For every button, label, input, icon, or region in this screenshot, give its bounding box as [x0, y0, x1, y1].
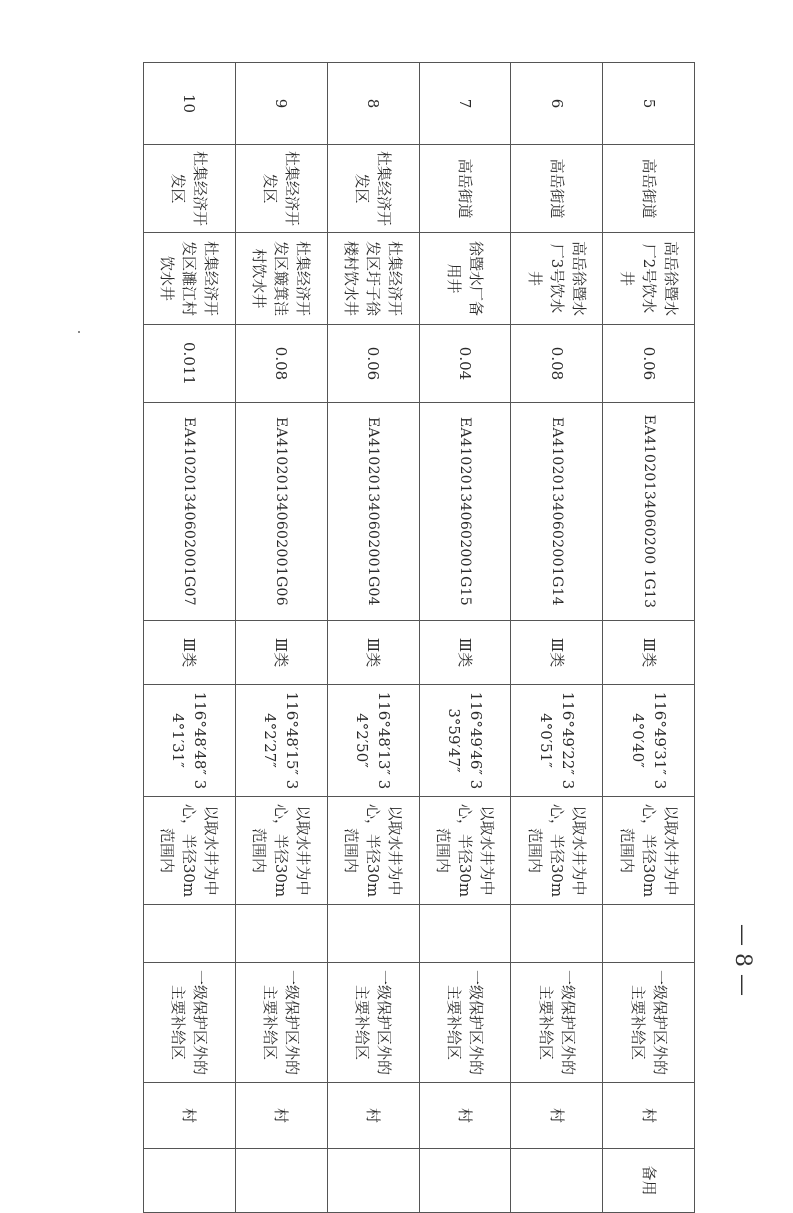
- coordinates-cell: 116°49′46″ 33°59′47″: [419, 685, 511, 797]
- table-row: [327, 63, 419, 1213]
- note-cell: [144, 1149, 236, 1213]
- level1-protection-cell: 以取水井为中心，半径30m范围内: [144, 797, 236, 905]
- table-row: [603, 63, 695, 1213]
- well-name-cell: 杜集经济开发区濉江村饮水井: [144, 233, 236, 325]
- level2-protection-cell: [144, 905, 236, 963]
- level2-protection-cell: [603, 905, 695, 963]
- area-cell: 高岳街道: [511, 145, 603, 233]
- supplement-zone-cell: 一级保护区外的主要补给区: [144, 963, 236, 1083]
- level2-protection-cell: [327, 905, 419, 963]
- well-code-cell: EA410201340602001G15: [419, 403, 511, 621]
- coordinates-cell: 116°49′22″ 34°0′51″: [511, 685, 603, 797]
- scan-speck: [78, 331, 80, 333]
- well-name-cell: 杜集经济开发区簸箕洼村饮水井: [235, 233, 327, 325]
- area-cell: 高岳街道: [419, 145, 511, 233]
- level1-protection-cell: 以取水井为中心，半径30m范围内: [419, 797, 511, 905]
- village-type-cell: 村: [144, 1083, 236, 1149]
- supplement-zone-cell: 一级保护区外的主要补给区: [603, 963, 695, 1083]
- note-cell: 备用: [603, 1149, 695, 1213]
- well-name-cell: 杜集经济开发区圩子徐楼村饮水井: [327, 233, 419, 325]
- area-cell: 高岳街道: [603, 145, 695, 233]
- row-number-cell: 8: [327, 63, 419, 145]
- level1-protection-cell: 以取水井为中心，半径30m范围内: [603, 797, 695, 905]
- level2-protection-cell: [511, 905, 603, 963]
- village-type-cell: 村: [511, 1083, 603, 1149]
- row-number-cell: 9: [235, 63, 327, 145]
- row-number-cell: 6: [511, 63, 603, 145]
- table-row: [235, 63, 327, 1213]
- area-cell: 杜集经济开发区: [327, 145, 419, 233]
- well-code-cell: EA410201340602001G07: [144, 403, 236, 621]
- note-cell: [235, 1149, 327, 1213]
- area-size-cell: 0.08: [511, 325, 603, 403]
- area-cell: 杜集经济开发区: [144, 145, 236, 233]
- area-size-cell: 0.06: [327, 325, 419, 403]
- note-cell: [511, 1149, 603, 1213]
- level1-protection-cell: 以取水井为中心，半径30m范围内: [511, 797, 603, 905]
- water-source-table: [143, 62, 695, 1213]
- supplement-zone-cell: 一级保护区外的主要补给区: [511, 963, 603, 1083]
- level1-protection-cell: 以取水井为中心，半径30m范围内: [235, 797, 327, 905]
- coordinates-cell: 116°48′48″ 34°1′31″: [144, 685, 236, 797]
- row-number-cell: 5: [603, 63, 695, 145]
- table-row: [511, 63, 603, 1213]
- table-body: [144, 63, 695, 1213]
- village-type-cell: 村: [603, 1083, 695, 1149]
- table-row: [419, 63, 511, 1213]
- well-code-cell: EA41020134060200 1G13: [603, 403, 695, 621]
- water-category-cell: Ⅲ类: [144, 621, 236, 685]
- water-category-cell: Ⅲ类: [419, 621, 511, 685]
- page-number: — 8 —: [730, 924, 756, 996]
- area-size-cell: 0.08: [235, 325, 327, 403]
- supplement-zone-cell: 一级保护区外的主要补给区: [327, 963, 419, 1083]
- level1-protection-cell: 以取水井为中心，半径30m范围内: [327, 797, 419, 905]
- water-category-cell: Ⅲ类: [603, 621, 695, 685]
- note-cell: [327, 1149, 419, 1213]
- supplement-zone-cell: 一级保护区外的主要补给区: [419, 963, 511, 1083]
- coordinates-cell: 116°49′31″ 34°0′40″: [603, 685, 695, 797]
- coordinates-cell: 116°48′13″ 34°2′50″: [327, 685, 419, 797]
- water-category-cell: Ⅲ类: [511, 621, 603, 685]
- well-name-cell: 高岳徐暨水厂3号饮水井: [511, 233, 603, 325]
- well-code-cell: EA410201340602001G06: [235, 403, 327, 621]
- village-type-cell: 村: [419, 1083, 511, 1149]
- well-name-cell: 高岳徐暨水厂2号饮水井: [603, 233, 695, 325]
- rotated-table-container: [143, 62, 695, 1196]
- coordinates-cell: 116°48′15″ 34°2′27″: [235, 685, 327, 797]
- area-size-cell: 0.011: [144, 325, 236, 403]
- water-category-cell: Ⅲ类: [327, 621, 419, 685]
- level2-protection-cell: [419, 905, 511, 963]
- area-size-cell: 0.06: [603, 325, 695, 403]
- supplement-zone-cell: 一级保护区外的主要补给区: [235, 963, 327, 1083]
- village-type-cell: 村: [235, 1083, 327, 1149]
- row-number-cell: 10: [144, 63, 236, 145]
- table-row: [144, 63, 236, 1213]
- water-category-cell: Ⅲ类: [235, 621, 327, 685]
- note-cell: [419, 1149, 511, 1213]
- village-type-cell: 村: [327, 1083, 419, 1149]
- area-size-cell: 0.04: [419, 325, 511, 403]
- well-name-cell: 徐暨水厂备用井: [419, 233, 511, 325]
- well-code-cell: EA410201340602001G14: [511, 403, 603, 621]
- level2-protection-cell: [235, 905, 327, 963]
- area-cell: 杜集经济开发区: [235, 145, 327, 233]
- row-number-cell: 7: [419, 63, 511, 145]
- well-code-cell: EA410201340602001G04: [327, 403, 419, 621]
